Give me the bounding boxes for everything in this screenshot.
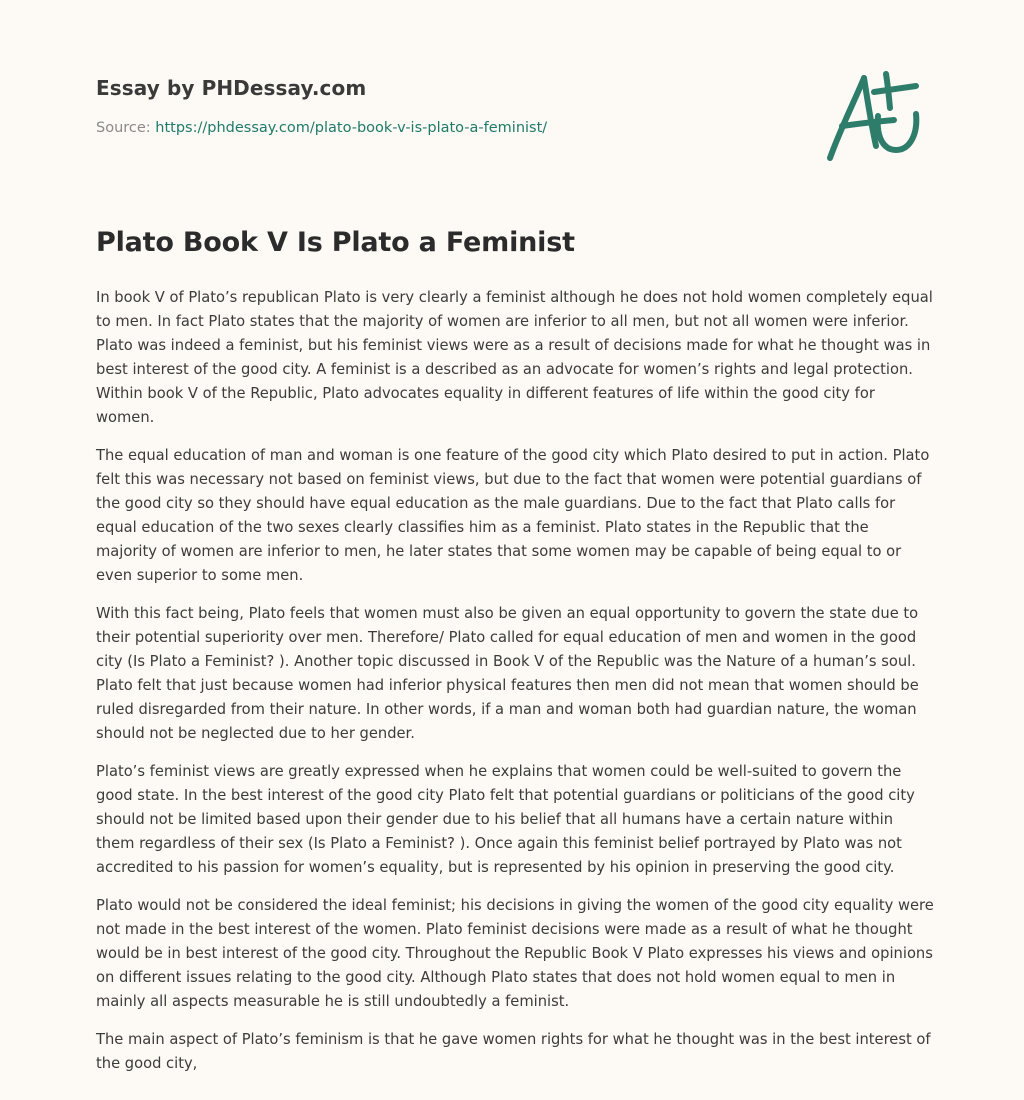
essay-body bbox=[96, 286, 934, 1090]
essay-title: Plato Book V Is Plato a Feminist bbox=[96, 227, 575, 258]
a-plus-grade-icon bbox=[820, 64, 930, 168]
source-label: Source: bbox=[96, 120, 151, 136]
essay-paragraph: The equal education of man and woman is one feature of the good city which Plato desired to put in action. Plato felt this was necessary not based on feminist views, but due to the fact that women were potential guardians of the good city so they should have equal education as the male guardians. Due to the fact that Plato calls for equal education of the two sexes clearly classifies him as a feminist. Plato states in the Republic that the majority of women are inferior to men, he later states that some women may be capable of being equal to or even superior to some men. bbox=[96, 447, 930, 584]
essay-paragraph: In book V of Plato’s republican Plato is very clearly a feminist although he does not hold women completely equal to men. In fact Plato states that the majority of women are inferior to all men, but not all women were inferior. Plato was indeed a feminist, but his feminist views were as a result of decisions made for what he thought was in best interest of the good city. A feminist is a described as an advocate for women’s rights and legal protection. Within book V of the Republic, Plato advocates equality in different features of life within the good city for women. bbox=[96, 289, 933, 426]
source-link[interactable]: https://phdessay.com/plato-book-v-is-plato-a-feminist/ bbox=[155, 120, 548, 136]
essay-paragraph: The main aspect of Plato’s feminism is that he gave women rights for what he thought was in the best interest of the good city, bbox=[96, 1031, 931, 1072]
source-line bbox=[96, 120, 547, 136]
essay-paragraph: Plato’s feminist views are greatly expressed when he explains that women could be well-suited to govern the good state. In the best interest of the good city Plato felt that potential guardians or politicians of the good city should not be limited based upon their gender due to his belief that all humans have a certain nature within them regardless of their sex (Is Plato a Feminist? ). Once again this feminist belief portrayed by Plato was not accredited to his passion for women’s equality, but is represented by his opinion in preserving the good city. bbox=[96, 763, 915, 876]
essay-paragraph: With this fact being, Plato feels that women must also be given an equal opportunity to govern the state due to their potential superiority over men. Therefore/ Plato called for equal education of men and women in the good city (Is Plato a Feminist? ). Another topic discussed in Book V of the Republic was the Nature of a human’s soul. Plato felt that just because women had inferior physical features then men did not mean that women should be ruled disregarded from their nature. In other words, if a man and woman both had guardian nature, the woman should not be neglected due to her gender. bbox=[96, 605, 919, 742]
essay-paragraph: Plato would not be considered the ideal feminist; his decisions in giving the women of the good city equality were not made in the best interest of the women. Plato feminist decisions were made as a result of what he thought would be in best interest of the good city. Throughout the Republic Book V Plato expresses his views and opinions on different issues relating to the good city. Although Plato states that does not hold women equal to men in mainly all aspects measurable he is still undoubtedly a feminist. bbox=[96, 897, 934, 1010]
site-brand: Essay by PHDessay.com bbox=[96, 76, 367, 100]
site-header bbox=[96, 76, 547, 136]
